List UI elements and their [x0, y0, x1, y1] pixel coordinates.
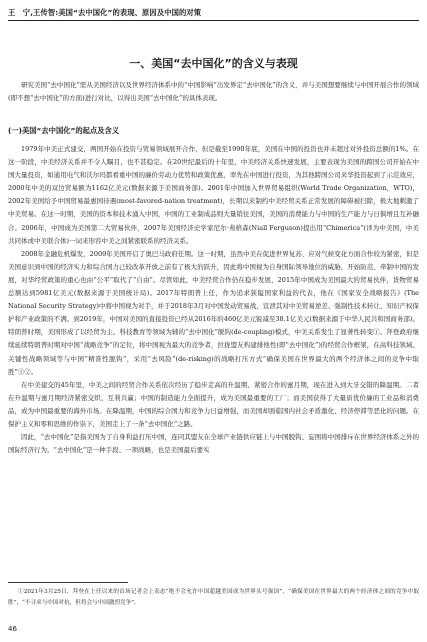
paragraph-4: 因此，“去中国化”是指美国为了自身利益打压中国，连同其盟友在全球产业链供应链上与中国脱钩、妄图将中国排斥在世界经济体系之外的国际经济行为。“去中国化”是一种手段、一项战略，也是美国最后要实 [8, 433, 419, 455]
footnote-rule [8, 582, 128, 583]
section-title: 一、美国“去中国化”的含义与表现 [129, 57, 298, 70]
footnote: ①2021年3月25日，拜登在上任以来的首场记者会上表态“绝不会允许中国超越美国成为世界头号强国”，“确保美国在世界最大的两个经济体之间的竞争中取胜”，“不寻求与中国对抗，但将会与中国激烈竞争”。 [8, 589, 419, 606]
subsection-title: (一)美国“去中国化”的起点及含义 [8, 126, 120, 135]
paragraph-2: 2008年金融危机爆发，2009年美国开启了奥巴马政府任期。这一时期，虽然中美在促进世界复苏、应对气候变化方面合作较为紧密，但是美国意识到中国的经济实力和综合国力已较改革开放之前有了极大的跃升，因此将中国视为自身国际领导地位的威胁，开始防范、牵制中国的发展，对华经贸政策的重心也由“公平”取代了“自由”。尽管如此，中美经贸合作仍在稳步发展，2015年中国成为美国最大的贸易伙伴，货物贸易总额达到5981亿美元(数据来源于美国统计局)。2017年特朗普上任，作为追求狭隘国家利益的代表，他在《国家安全战略报告》(The National Security Strategy)中将中国视为对手，并于2018年3月对中国发动贸易战，宣泄其对中美贸易逆差、强制性技术转让、知识产权保护和产业政策的不满。到2019年，中国对美国的直接投资已经从2016年的460亿美元锐减至38.1亿美元(数据来源于中华人民共和国商务部)。特朗普时期，美国形成了以经贸为主、科技教育等领域为辅的“去中国化”脱钩(de-coupling)模式，中美关系发生了显著性转变①。拜登政府继续延续特朗普时期对中国“战略竞争”的定位，将中国视为最大的竞争者，拉拢盟友构建排他性(即“去中国化”)的经贸合作框架，在高科技领域、关键性战略领域等与中国“精准性脱钩”，采用“去风险”(de-risking)的战略打压方式“确保美国在世界最大的两个经济体之间的竞争中取胜”①②。 [8, 249, 419, 376]
header-rule [8, 20, 419, 21]
running-head: 王 宁,王传智:美国“去中国化”的表现、原因及中国的对策 [8, 8, 202, 17]
intro-paragraph: 研究美国“去中国化”需从美国经济以及世界经济体系中的“中国影响”出发界定“去中国化”的含义，并与美国想要继续与中国开展合作的领域(即不想“去中国化”的方面)进行对比，以得出美国“去中国化”的具体表现。 [8, 81, 419, 103]
page-number: 46 [8, 625, 17, 633]
paragraph-3: 在中美建交的45年里，中美之间的经贸合作关系依次经历了稳步走高的升温期、紧密合作的蜜月期，现在进入到大牙交错的降温期。二者在升温期与蜜月期经济紧密交织、互利共赢；中国的制造能力全面提升，成为美国最重要的工厂；而美国获得了大量质优价廉的工业品和消费品，成为中国最重要的海外市场。在降温期，中国的综合国力和竞争力日益增强，而美国却面临国内社会矛盾激化、经济停滞等恶化的问题。在保护主义和零和思维的作祟下，美国走上了一条“去中国化”之路。 [8, 380, 419, 428]
paragraph-1: 1979年中美正式建交，两国开始在投资与贸易领域展开合作，但是截至1990年底，美国在中国的投资也并未超过对外投资总额的1%。在这一阶段，中美经济关系并不令人瞩目，也不甚稳定。在20世纪最后的十年里，中美经济关系快速发展，主要表现为美国的跨国公司开始在中国大量投资，如通用电气和沃尔玛都看重中国的廉价劳动力优势和政策优惠，率先在中国进行投资，为其他跨国公司来华投资起到了示范效应，2000年中美的双边贸易额为1162亿美元(数据来源于美国商务部)。2001年中国加入世界贸易组织(World Trade Organization，WTO)，2002年美国给予中国贸易最惠国待遇(most-favored-nation treatment)，长期以来制约中美经贸关系正常发展的障碍被扫除，极大地刺激了中美贸易。在这一时期，美国的资本和技术涌入中国，中国的工业制成品则大量销往美国，美国的消费能力与中国的生产能力与日俱增且互补融合。2006年，中国成为美国第二大贸易伙伴，2007年美国经济史学家尼尔·弗格森(Niall Ferguson)提出用“Chimerica”(译为中美国，中美共同体或中美联合体)一词来形容中美之间紧密联系的经济关系。 [8, 145, 419, 245]
body-text [8, 143, 419, 457]
intro-block [8, 79, 419, 105]
